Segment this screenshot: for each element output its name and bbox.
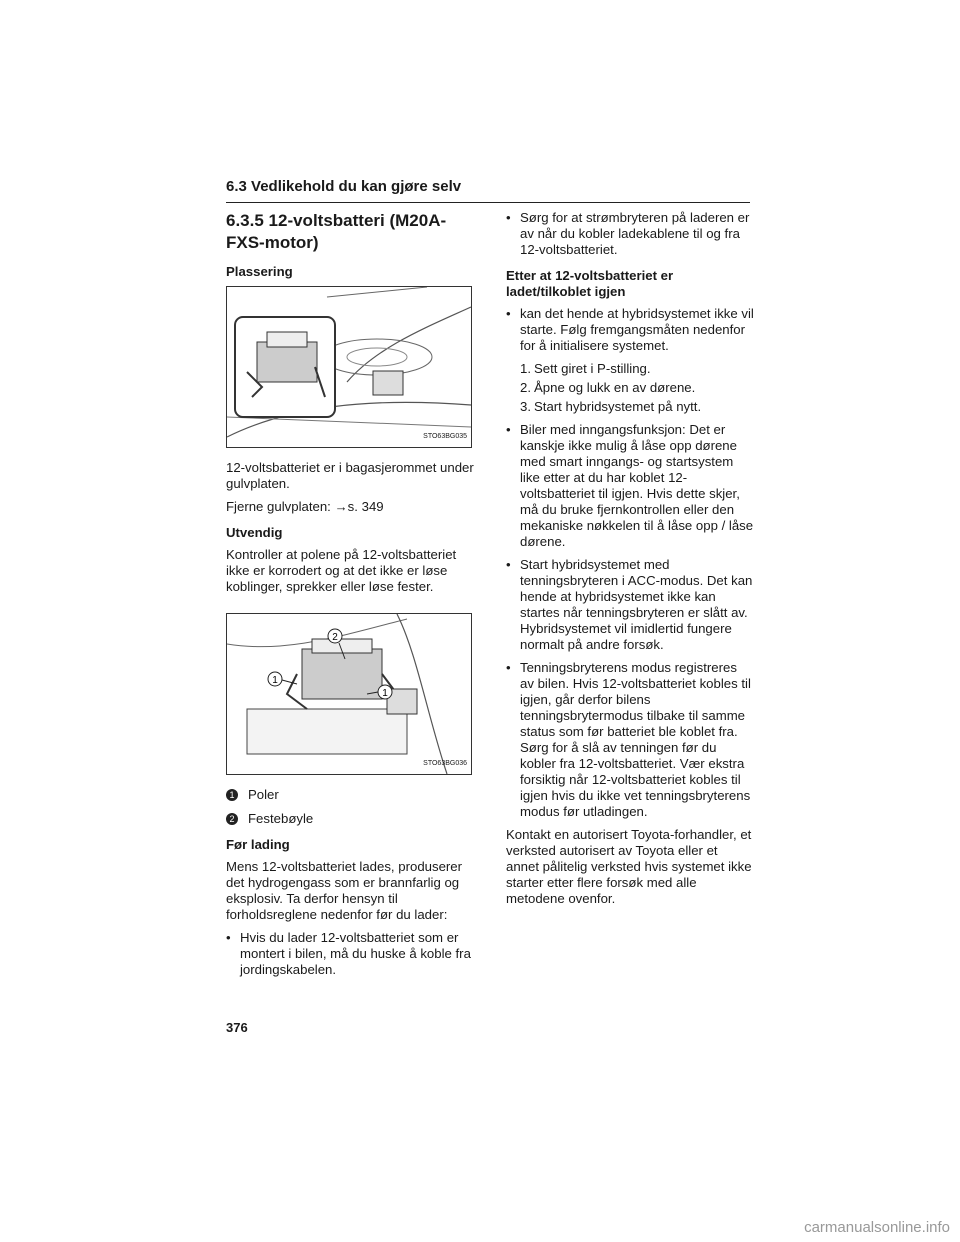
callout-2: 2 [332, 632, 338, 643]
callout-1-right: 1 [382, 688, 388, 699]
figure-code: STO63BG036 [423, 760, 467, 767]
step-item: 2. Åpne og lukk en av dørene. [520, 380, 696, 395]
plassering-heading: Plassering [226, 264, 293, 279]
utvendig-heading: Utvendig [226, 525, 283, 540]
legend-item [226, 811, 474, 827]
watermark: carmanualsonline.info [804, 1219, 950, 1236]
paragraph: Kontroller at polene på 12-voltsbatteriet ikke er korrodert og at det ikke er løse koblinger, sprekker eller løse fester. [226, 547, 457, 594]
battery-detail-illustration [227, 614, 471, 774]
battery-location-illustration [227, 287, 471, 447]
list-item: • Biler med inngangsfunksjon: Det er kanskje ikke mulig å låse opp dørene med smart inngangs- og startsystem like etter at du har koblet 12-voltsbatteriet til igjen. Hvis dette skjer, må du bruke fjernkontrollen eller den mekaniske nøkkelen til å låse opp / låse dørene. [506, 422, 754, 549]
legend-number: 2 [226, 813, 238, 825]
list-item: • Sørg for at strømbryteren på laderen er av når du kobler ladekablene til og fra 12-voltsbatteriet. [506, 210, 750, 257]
right-column [506, 210, 754, 914]
list-item: • Hvis du lader 12-voltsbatteriet som er montert i bilen, må du huske å koble fra jordingskabelen. [226, 930, 471, 977]
battery-detail-figure [226, 613, 472, 775]
for-lading-heading: Før lading [226, 837, 290, 852]
legend-number: 1 [226, 789, 238, 801]
list-item: • kan det hende at hybridsystemet ikke vil starte. Følg fremgangsmåten nedenfor for å initialisere systemet. [506, 306, 754, 353]
section-title: 6.3.5 12-voltsbatteri (M20A-FXS-motor) [226, 211, 447, 252]
callout-1-left: 1 [272, 675, 278, 686]
list-item: • Tenningsbryterens modus registreres av bilen. Hvis 12-voltsbatteriet kobles til igjen, går derfor bilens tenningsbrytermodus tilbake til samme status som før batteriet ble koblet fra. Sørg for å slå av tenningen før du kobler fra 12-voltsbatteriet. Vær ekstra forsiktig når 12-voltsbatteriet kobles til igjen hvis du ikke vet tenningsbryterens modus før utladingen. [506, 660, 751, 819]
legend-label: Festebøyle [248, 811, 314, 826]
closing-paragraph: Kontakt en autorisert Toyota-forhandler, et verksted autorisert av Toyota eller et annet pålitelig verksted hvis systemet ikke starter etter flere forsøk med alle metodene ovenfor. [506, 827, 752, 906]
step-item: 3. Start hybridsystemet på nytt. [520, 399, 702, 414]
paragraph: 12-voltsbatteriet er i bagasjerommet under gulvplaten. [226, 460, 474, 491]
step-item: 1. Sett giret i P-stilling. [520, 361, 651, 376]
legend-label: Poler [248, 787, 279, 802]
section-header: 6.3 Vedlikehold du kan gjøre selv [226, 178, 750, 203]
left-column [226, 210, 474, 985]
page-number: 376 [226, 1020, 248, 1035]
paragraph: Fjerne gulvplaten: →s. 349 [226, 499, 384, 514]
battery-location-figure [226, 286, 472, 448]
figure-code: STO63BG035 [423, 433, 467, 440]
etter-heading: Etter at 12-voltsbatteriet er ladet/tilkoblet igjen [506, 268, 674, 299]
list-item: • Start hybridsystemet med tenningsbryteren i ACC-modus. Det kan hende at hybridsystemet ikke kan startes når tenningsbryteren er slått av. Hybridsystemet vil imidlertid fungere normalt på andre forsøk. [506, 557, 753, 652]
legend-item [226, 787, 474, 803]
paragraph: Mens 12-voltsbatteriet lades, produserer det hydrogengass som er brannfarlig og eksplosiv. Ta derfor hensyn til forholdsreglene nedenfor før du lader: [226, 859, 463, 922]
